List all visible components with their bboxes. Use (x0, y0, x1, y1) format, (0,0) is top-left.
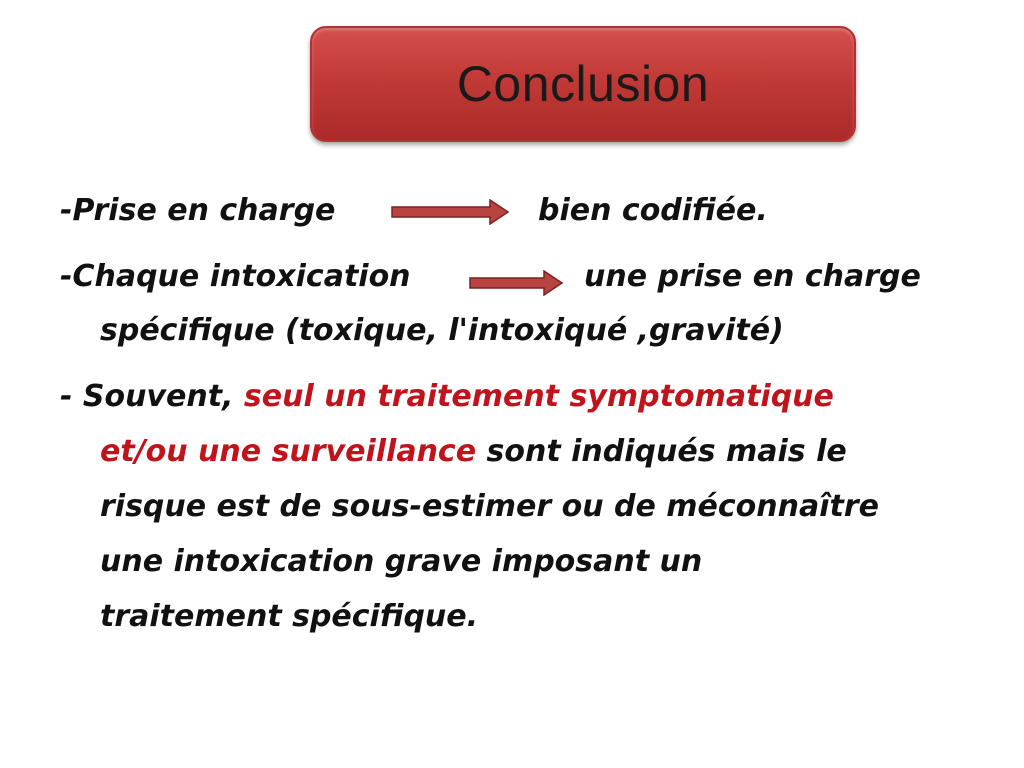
bullet-3-after: sont indiqués mais le (476, 434, 847, 469)
right-arrow-icon (468, 270, 564, 296)
bullet-3-line-5: traitement spécifique. (100, 599, 479, 634)
right-arrow-icon (390, 199, 510, 225)
page-title: Conclusion (456, 56, 710, 112)
bullet-1-text-left: -Prise en charge (60, 193, 336, 228)
bullet-3-line-3: risque est de sous-estimer ou de méconnaître (100, 489, 880, 524)
bullet-2-line-2: spécifique (toxique, l'intoxiqué ,gravité) (100, 313, 784, 348)
bullet-3-lead: - Souvent, (60, 379, 244, 414)
title-banner (310, 26, 856, 142)
bullet-3-line-4: une intoxication grave imposant un (100, 544, 703, 579)
bullet-2-text-right: une prise en charge (584, 259, 921, 294)
bullet-3-highlight-1: seul un traitement symptomatique (243, 379, 834, 414)
bullet-2-text-left: -Chaque intoxication (60, 259, 411, 294)
bullet-3-line-1 (60, 379, 834, 414)
bullet-3-highlight-2: et/ou une surveillance (100, 434, 477, 469)
bullet-3-line-2 (100, 434, 847, 469)
bullet-1-text-right: bien codifiée. (538, 193, 768, 228)
